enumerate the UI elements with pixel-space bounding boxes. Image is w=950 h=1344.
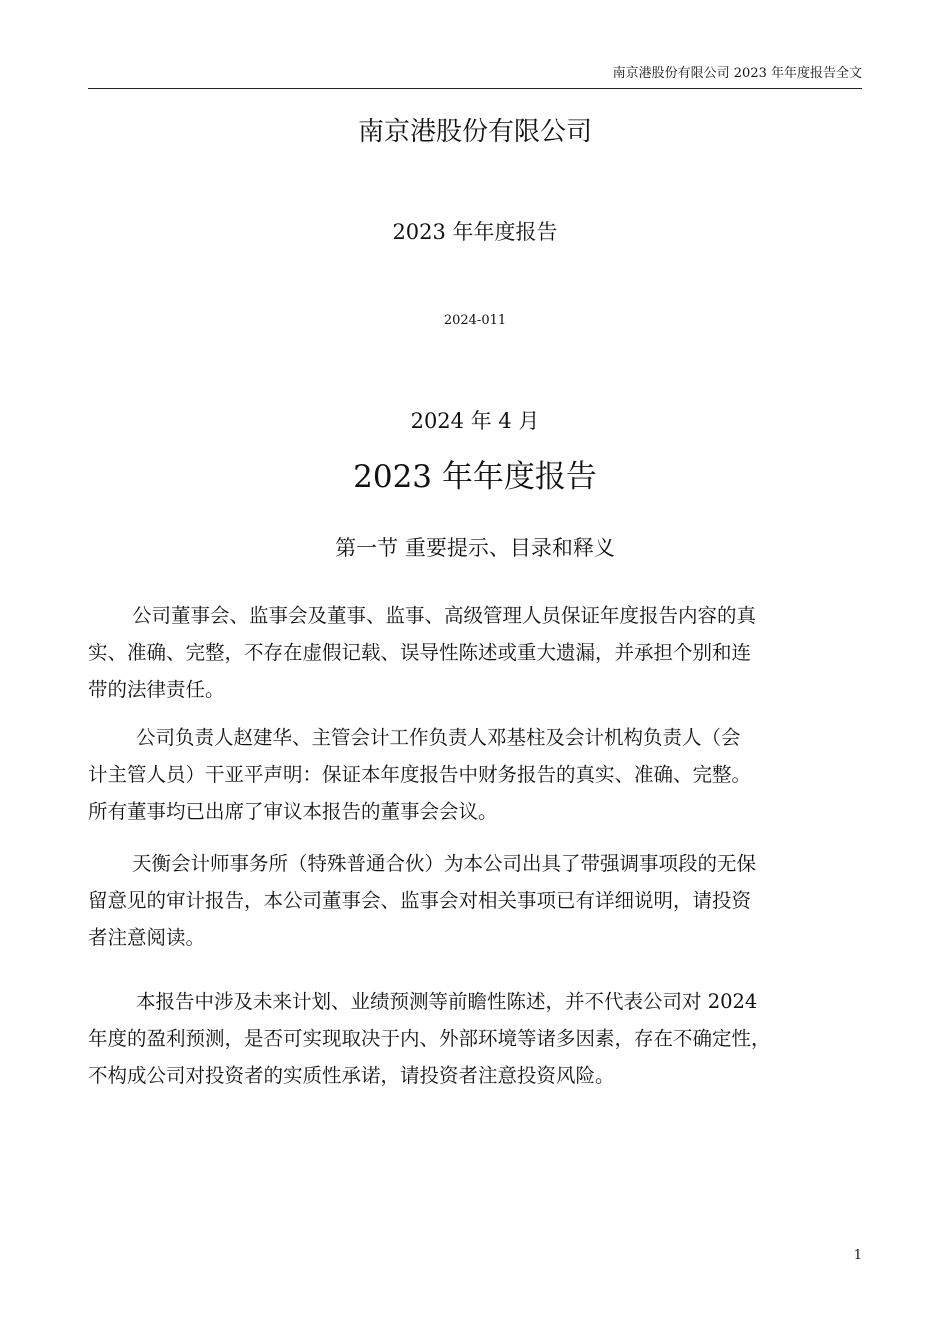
paragraph-line: 计主管人员）干亚平声明：保证本年度报告中财务报告的真实、准确、完整。 bbox=[88, 763, 752, 786]
paragraph-line: 年度的盈利预测，是否可实现取决于内、外部环境等诸多因素，存在不确定性， bbox=[88, 1027, 771, 1050]
paragraph-line: 本报告中涉及未来计划、业绩预测等前瞻性陈述，并不代表公司对 2024 bbox=[136, 990, 758, 1013]
report-title: 2023 年年度报告 bbox=[353, 459, 597, 495]
paragraph-line: 留意见的审计报告，本公司董事会、监事会对相关事项已有详细说明，请投资 bbox=[88, 889, 752, 912]
paragraph-line: 者注意阅读。 bbox=[88, 926, 206, 949]
paragraph-board-guarantee bbox=[88, 597, 863, 708]
paragraph-audit-opinion bbox=[88, 845, 863, 956]
paragraph-line: 公司负责人赵建华、主管会计工作负责人邓基柱及会计机构负责人（会 bbox=[136, 726, 741, 749]
paragraph-line: 天衡会计师事务所（特殊普通合伙）为本公司出具了带强调事项段的无保 bbox=[132, 852, 757, 875]
paragraph-line: 带的法律责任。 bbox=[88, 678, 225, 701]
paragraph-line: 不构成公司对投资者的实质性承诺，请投资者注意投资风险。 bbox=[88, 1064, 615, 1087]
report-code: 2024-011 bbox=[443, 313, 507, 328]
running-header bbox=[88, 64, 862, 89]
page-number: 1 bbox=[853, 1248, 862, 1263]
company-name: 南京港股份有限公司 bbox=[357, 117, 592, 147]
report-name: 2023 年年度报告 bbox=[392, 220, 558, 244]
paragraph-line: 公司董事会、监事会及董事、监事、高级管理人员保证年度报告内容的真 bbox=[132, 604, 757, 627]
section-heading: 第一节 重要提示、目录和释义 bbox=[335, 536, 615, 560]
paragraph-forward-looking bbox=[88, 983, 863, 1094]
paragraph-line: 所有董事均已出席了审议本报告的董事会会议。 bbox=[88, 800, 498, 823]
publish-date: 2024 年 4 月 bbox=[410, 409, 540, 433]
paragraph-line: 实、准确、完整，不存在虚假记载、误导性陈述或重大遗漏，并承担个别和连 bbox=[88, 641, 752, 664]
running-header-title: 南京港股份有限公司 2023 年年度报告全文 bbox=[612, 66, 862, 81]
paragraph-responsible-persons bbox=[88, 719, 863, 830]
